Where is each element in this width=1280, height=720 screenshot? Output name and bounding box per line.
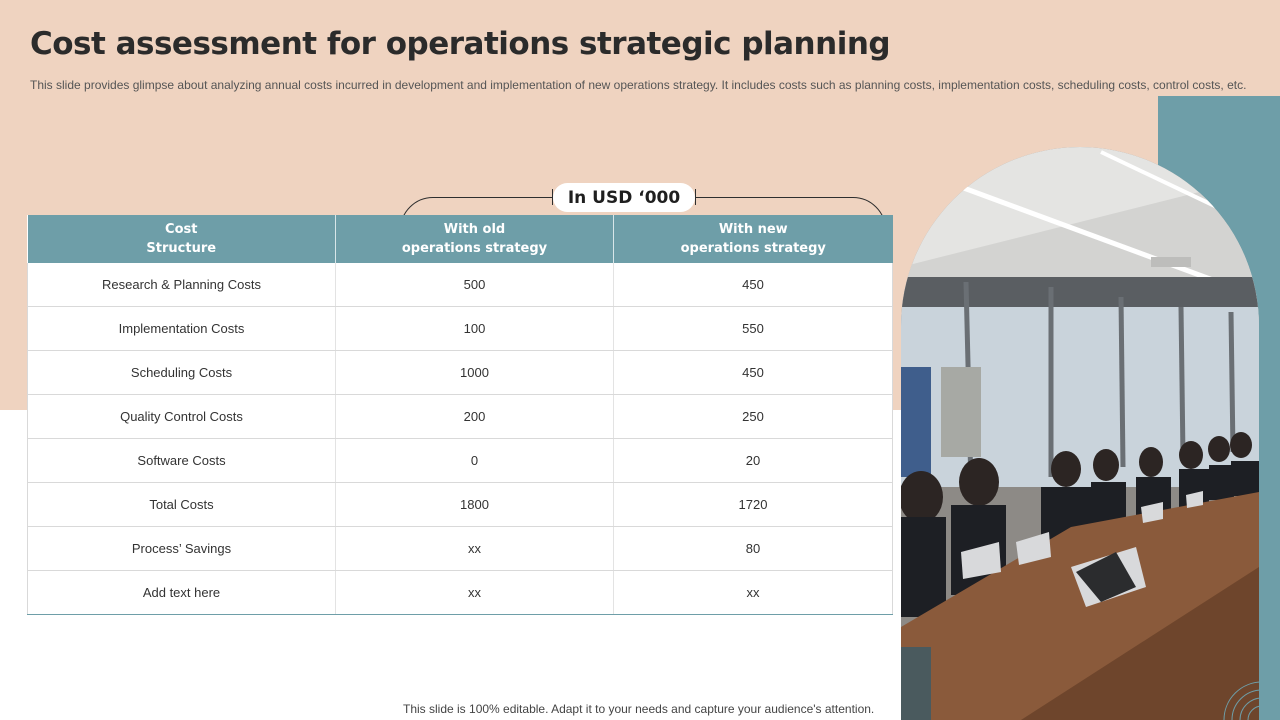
- cost-item-cell: Total Costs: [28, 483, 336, 527]
- old-value-cell: 500: [336, 263, 614, 307]
- meeting-photo-image: [901, 147, 1259, 720]
- cost-item-cell: Software Costs: [28, 439, 336, 483]
- old-value-cell: 1800: [336, 483, 614, 527]
- table-row: [28, 571, 893, 615]
- new-value-cell: 250: [614, 395, 893, 439]
- table-row: [28, 527, 893, 571]
- cost-item-cell: Research & Planning Costs: [28, 263, 336, 307]
- new-value-cell: 80: [614, 527, 893, 571]
- cost-item-cell: Quality Control Costs: [28, 395, 336, 439]
- table-row: [28, 483, 893, 527]
- header-old-strategy: With old operations strategy: [336, 215, 614, 263]
- slide-title: Cost assessment for operations strategic planning: [30, 26, 891, 62]
- slide-subtitle: This slide provides glimpse about analyzing annual costs incurred in development and implementation of new operations strategy. It includes costs such as planning costs, implementation costs, scheduling costs, control costs, etc.: [30, 78, 1247, 92]
- cost-table: [27, 215, 893, 615]
- old-value-cell: 1000: [336, 351, 614, 395]
- new-value-cell: 550: [614, 307, 893, 351]
- table-header-row: [28, 215, 893, 263]
- currency-label: In USD ‘000: [553, 183, 695, 212]
- new-value-cell: 1720: [614, 483, 893, 527]
- cost-item-cell: Process’ Savings: [28, 527, 336, 571]
- table-row: [28, 263, 893, 307]
- old-value-cell: 0: [336, 439, 614, 483]
- decorative-circles-icon: [1222, 668, 1280, 720]
- old-value-cell: xx: [336, 571, 614, 615]
- cost-item-cell: Add text here: [28, 571, 336, 615]
- cost-item-cell: Scheduling Costs: [28, 351, 336, 395]
- header-cost-structure: Cost Structure: [28, 215, 336, 263]
- old-value-cell: xx: [336, 527, 614, 571]
- cost-item-cell: Implementation Costs: [28, 307, 336, 351]
- table-row: [28, 351, 893, 395]
- header-new-strategy: With new operations strategy: [614, 215, 893, 263]
- table-row: [28, 395, 893, 439]
- bracket-tick-right: [695, 189, 696, 205]
- new-value-cell: 20: [614, 439, 893, 483]
- old-value-cell: 100: [336, 307, 614, 351]
- table-row: [28, 307, 893, 351]
- footer-note: This slide is 100% editable. Adapt it to your needs and capture your audience's attention.: [403, 702, 875, 716]
- new-value-cell: xx: [614, 571, 893, 615]
- table-row: [28, 439, 893, 483]
- new-value-cell: 450: [614, 263, 893, 307]
- old-value-cell: 200: [336, 395, 614, 439]
- new-value-cell: 450: [614, 351, 893, 395]
- meeting-photo: [901, 147, 1259, 720]
